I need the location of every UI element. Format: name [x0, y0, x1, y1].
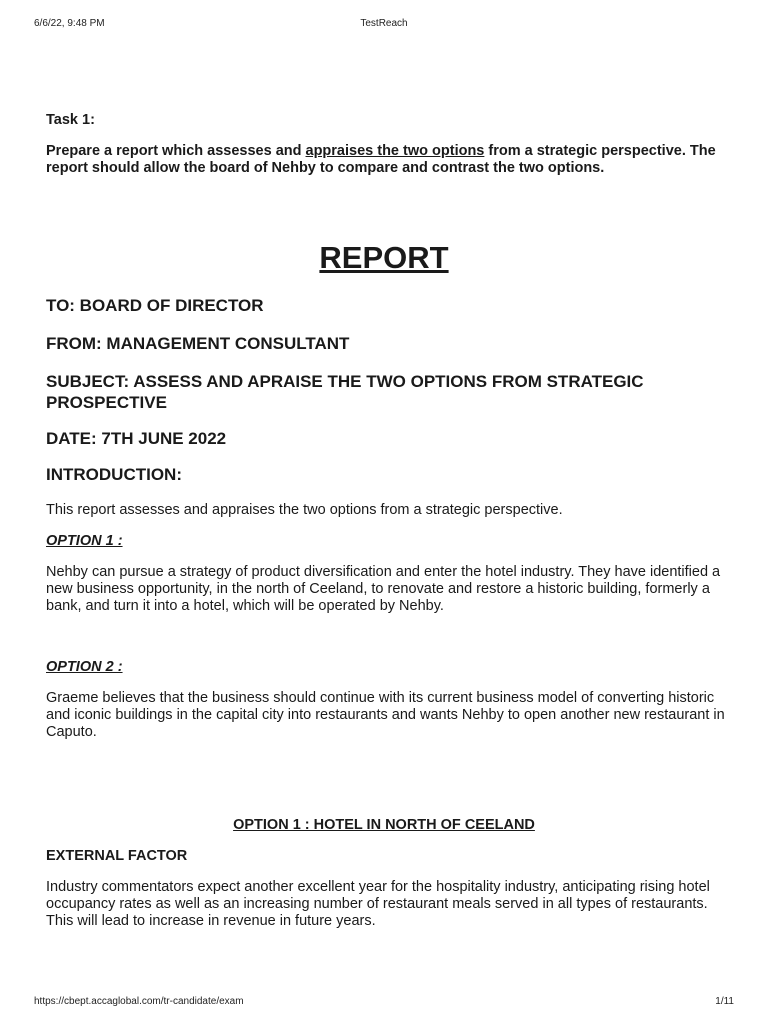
- footer-url: https://cbept.accaglobal.com/tr-candidate/exam: [34, 996, 244, 1007]
- option1-heading: OPTION 1 :: [46, 533, 123, 549]
- page-number: 1/11: [715, 996, 734, 1007]
- option2-heading: OPTION 2 :: [46, 659, 123, 675]
- report-subject: SUBJECT: ASSESS AND APRAISE THE TWO OPTIONS FROM STRATEGIC PROSPECTIVE: [46, 372, 644, 412]
- intro-text: This report assesses and appraises the two options from a strategic perspective.: [46, 502, 563, 518]
- intro-heading: INTRODUCTION:: [46, 465, 182, 484]
- task-prompt: [46, 143, 736, 177]
- external-factor-text: Industry commentators expect another excellent year for the hospitality industry, anticipating rising hotel occupancy rates as well as an increasing number of restaurant meals served in all types of restaurants. This will lead to increase in revenue in future years.: [46, 879, 710, 929]
- print-datetime: 6/6/22, 9:48 PM: [34, 18, 105, 29]
- external-factor-heading: EXTERNAL FACTOR: [46, 848, 188, 864]
- task-prompt-start: Prepare a report which assesses and: [46, 143, 306, 159]
- print-site-title: TestReach: [360, 18, 408, 29]
- report-title: REPORT: [319, 240, 449, 275]
- section-heading: OPTION 1 : HOTEL IN NORTH OF CEELAND: [233, 817, 535, 833]
- task-prompt-underlined: appraises the two options: [305, 143, 485, 159]
- report-from: FROM: MANAGEMENT CONSULTANT: [46, 334, 350, 353]
- task-title: Task 1:: [46, 112, 95, 128]
- option2-text: Graeme believes that the business should continue with its current business model of converting historic and iconic buildings in the capital city into restaurants and wants Nehby to open another new restaurant in Caputo.: [46, 690, 725, 740]
- task-prompt-end: from a strategic perspective. The report should allow the board of Nehby to compare and contrast the two options.: [46, 143, 716, 176]
- report-to: TO: BOARD OF DIRECTOR: [46, 296, 264, 315]
- report-date: DATE: 7TH JUNE 2022: [46, 429, 227, 448]
- option1-text: Nehby can pursue a strategy of product diversification and enter the hotel industry. They have identified a new business opportunity, in the north of Ceeland, to renovate and restore a historic building, formerly a bank, and turn it into a hotel, which will be operated by Nehby.: [46, 564, 721, 614]
